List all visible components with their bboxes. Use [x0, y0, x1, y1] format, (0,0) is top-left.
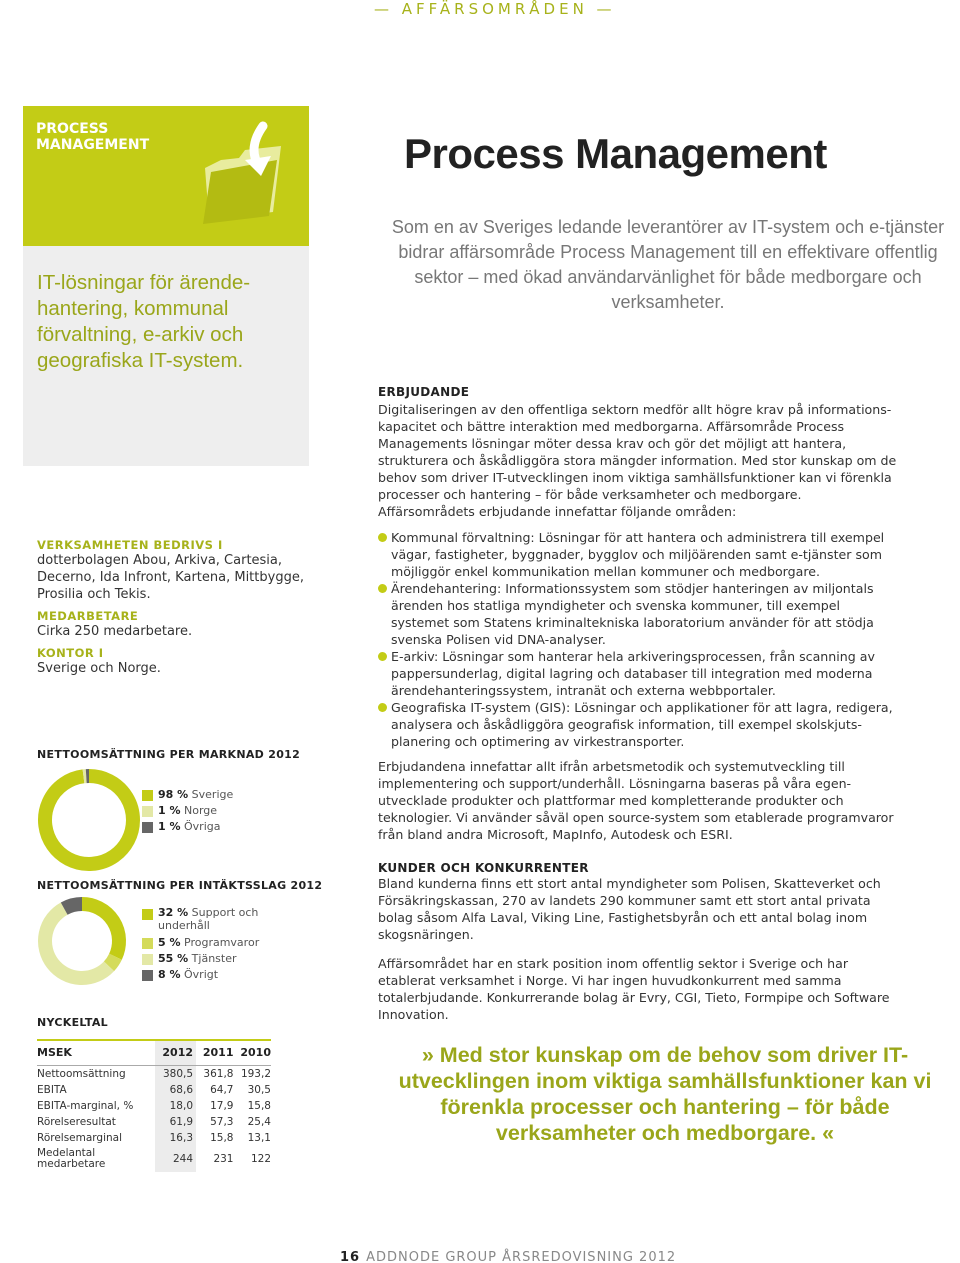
- table-cell: 17,9: [210, 1100, 234, 1112]
- donut-slice-3: [64, 904, 82, 909]
- bullet-icon: [378, 652, 387, 661]
- table-cell: 16,3: [155, 1130, 196, 1146]
- kunder-text-1: Bland kunderna finns ett stort antal myndigheter som Polisen, Skatteverket och Försäkringskassan, 270 av landets 290 kommuner samt ett stort antal privata bolag såsom Alfa Laval, Viking Line, Fastighetsbyrån och ett antal bolag inom skogsnäringen.: [378, 876, 881, 942]
- table-row: [37, 1146, 271, 1172]
- legend-value: 8: [158, 968, 166, 981]
- bullet-icon: [378, 703, 387, 712]
- kontor-heading: KONTOR I: [37, 646, 104, 660]
- legend-item: 1 % Norge: [142, 803, 233, 819]
- logo-tile: [23, 106, 309, 246]
- table-cell: 122: [250, 1153, 271, 1165]
- legend-label: Sverige: [191, 788, 234, 801]
- legend-swatch: [142, 970, 153, 981]
- list-item: [378, 580, 898, 648]
- side-panel: [23, 106, 309, 466]
- legend-label: Programvaror: [184, 936, 260, 949]
- legend-label: Övriga: [184, 820, 221, 833]
- table-cell: 361,8: [203, 1068, 234, 1080]
- key-figures-table: [37, 1039, 271, 1172]
- kunder-section: [378, 861, 898, 1023]
- legend-item: 5 % Programvaror: [142, 935, 272, 951]
- legend-value: 98: [158, 788, 174, 801]
- legend-value: 32: [158, 906, 174, 919]
- kontor-text: Sverige och Norge.: [37, 661, 161, 676]
- table-cell: 25,4: [247, 1116, 271, 1128]
- column-header: 2010: [233, 1040, 271, 1066]
- table-cell: 68,6: [155, 1082, 196, 1098]
- verks-heading: VERKSAMHETEN BEDRIVS I: [37, 538, 223, 552]
- donut-chart-market: [37, 768, 141, 872]
- table-row: [37, 1114, 271, 1130]
- chart-2-legend: [142, 906, 272, 983]
- table-cell: 15,8: [247, 1100, 271, 1112]
- donut-slice-2: [45, 909, 109, 978]
- legend-item: 55 % Tjänster: [142, 951, 272, 967]
- section-header: — AFFÄRSOMRÅDEN —: [374, 0, 616, 18]
- column-header: MSEK: [37, 1040, 155, 1066]
- table-row: [37, 1098, 271, 1114]
- pull-quote: » Med stor kunskap om de behov som driver IT-utvecklingen inom viktiga samhällsfunktioner kan vi förenkla processer och hantering – för både verksamheter och medborgare. «: [398, 1043, 932, 1145]
- offering-list: [378, 529, 898, 750]
- nyckeltal-heading: NYCKELTAL: [37, 1016, 108, 1029]
- page-title: Process Management: [404, 130, 827, 177]
- list-item: [378, 648, 898, 699]
- table-cell: 15,8: [210, 1132, 234, 1144]
- list-item-text: Geografiska IT-system (GIS): Lösningar och applikationer för att lagra, redigera, analysera och åskådliggöra geografisk information, till exempel skolskjuts-planering och optimering av virkestransporter.: [391, 700, 893, 749]
- legend-value: 5: [158, 936, 166, 949]
- legend-value: 1: [158, 820, 166, 833]
- legend-value: 1: [158, 804, 166, 817]
- list-item: [378, 699, 898, 750]
- legend-swatch: [142, 954, 153, 965]
- donut-slice-0: [45, 776, 133, 864]
- donut-slice-1: [109, 957, 116, 967]
- folder-icon: [193, 120, 303, 230]
- legend-swatch: [142, 790, 153, 801]
- legend-item: 98 % Sverige: [142, 787, 233, 803]
- chart-1-legend: [142, 787, 233, 835]
- bullet-icon: [378, 584, 387, 593]
- table-cell: 231: [213, 1153, 234, 1165]
- row-label: EBITA-marginal, %: [37, 1099, 134, 1112]
- chart-1-title: NETTOOMSÄTTNING PER MARKNAD 2012: [37, 748, 301, 761]
- legend-swatch: [142, 822, 153, 833]
- donut-chart-revenue-type: [37, 896, 127, 986]
- footer-text: ADDNODE GROUP ÅRSREDOVISNING 2012: [366, 1250, 677, 1263]
- table-cell: 57,3: [210, 1116, 234, 1128]
- legend-item: 1 % Övriga: [142, 819, 233, 835]
- legend-swatch: [142, 909, 153, 920]
- table-header-row: [37, 1040, 271, 1066]
- logo-title: PROCESS MANAGEMENT: [36, 121, 150, 153]
- kunder-heading: KUNDER OCH KONKURRENTER: [378, 861, 589, 875]
- list-item: [378, 529, 898, 580]
- table-cell: 244: [155, 1146, 196, 1172]
- list-item-text: Ärendehantering: Informationssystem som stödjer hanteringen av miljontals ärenden hos statliga myndigheter och svenska kommuner, till exempel systemet som Statens kriminaltekniska laboratorium använder för att stödja svenska Polisen vid DNA-analyser.: [391, 581, 874, 647]
- row-label: Nettoomsättning: [37, 1067, 126, 1080]
- table-cell: 193,2: [240, 1068, 271, 1080]
- row-label: Rörelseresultat: [37, 1115, 116, 1128]
- table-cell: 18,0: [155, 1098, 196, 1114]
- table-cell: 380,5: [155, 1066, 196, 1083]
- table-row: [37, 1130, 271, 1146]
- column-header: 2011: [196, 1040, 233, 1066]
- legend-value: 55: [158, 952, 174, 965]
- erbjudande-text: Digitaliseringen av den offentliga sektorn medför allt högre krav på informations-kapacitet och bättre interaktion med medborgarna. Affärsområde Process Managements lösningar möter dessa krav och gör det möjligt att hantera, strukturera och åskådliggöra stora mängder information. Med stor kunskap om de behov som driver IT-utvecklingen inom viktiga samhällsfunktioner kan vi förenkla processer och hantering – för både verksamheter och medborgare. Affärsområdets erbjudande innefattar följande områden:: [378, 402, 897, 519]
- erbjudande-text-2: Erbjudandena innefattar allt ifrån arbetsmetodik och systemutveckling till implementering och support/underhåll. Lösningarna baseras på våra egen-utvecklade produkter och plattformar med kompletterande produkter och teknologier. Vi använder såväl open source-system som etablerade programvaror från bland andra Microsoft, MapInfo, Autodesk och ESRI.: [378, 759, 894, 842]
- legend-label: Support och underhåll: [158, 906, 259, 932]
- legend-label: Övrigt: [184, 968, 219, 981]
- erbjudande-section: [378, 385, 898, 520]
- kunder-text-2: Affärsområdet har en stark position inom offentlig sektor i Sverige och har etablerat verksamhet i Norge. Vi har ingen huvudkonkurrent med samma totalerbjudande. Konkurrerande bolag är Evry, CGI, Tieto, Formpipe och Software Innovation.: [378, 956, 890, 1022]
- legend-item: 8 % Övrigt: [142, 967, 272, 983]
- medarbetare-text: Cirka 250 medarbetare.: [37, 624, 193, 639]
- facts-section: [37, 538, 307, 683]
- legend-swatch: [142, 938, 153, 949]
- list-item-text: E-arkiv: Lösningar som hanterar hela arkiveringsprocessen, från scanning av pappersunderlag, digital lagring och databaser till integration med moderna ärendehanteringssystem, intranät och externa webbportaler.: [391, 649, 875, 698]
- lead-paragraph: Som en av Sveriges ledande leverantörer av IT-system och e-tjänster bidrar affärsområde Process Management till en effektivare offentlig sektor – med ökad användarvänlighet för både medborgare och verksamheter.: [391, 217, 945, 312]
- legend-label: Tjänster: [191, 952, 237, 965]
- legend-swatch: [142, 806, 153, 817]
- medarbetare-heading: MEDARBETARE: [37, 609, 139, 623]
- table-row: [37, 1082, 271, 1098]
- table-cell: 61,9: [155, 1114, 196, 1130]
- bullet-icon: [378, 533, 387, 542]
- erbjudande-heading: ERBJUDANDE: [378, 385, 470, 399]
- table-cell: 30,5: [247, 1084, 271, 1096]
- table-cell: 13,1: [247, 1132, 271, 1144]
- legend-item: 32 % Support och underhåll: [142, 906, 272, 932]
- list-item-text: Kommunal förvaltning: Lösningar för att hantera och administrera till exempel vägar, fastigheter, byggnader, bygglov och miljöärenden samt e-tjänster som möjliggör enkel kommunikation mellan kommuner och medborgare.: [391, 530, 885, 579]
- legend-label: Norge: [184, 804, 218, 817]
- row-label: Medelantal medarbetare: [37, 1147, 106, 1170]
- chart-2-title: NETTOOMSÄTTNING PER INTÄKTSSLAG 2012: [37, 879, 323, 892]
- column-header: 2012: [155, 1040, 196, 1066]
- page-number: 16: [340, 1250, 361, 1263]
- table-cell: 64,7: [210, 1084, 234, 1096]
- donut-slice-0: [82, 904, 119, 957]
- verks-text: dotterbolagen Abou, Arkiva, Cartesia, Decerno, Ida Infront, Kartena, Mittbygge, Prosilia och Tekis.: [37, 553, 304, 602]
- row-label: Rörelsemarginal: [37, 1131, 123, 1144]
- table-row: [37, 1066, 271, 1083]
- tagline: IT-lösningar för ärende- hantering, kommunal förvaltning, e-arkiv och geografiska IT-system.: [37, 271, 251, 372]
- row-label: EBITA: [37, 1083, 67, 1096]
- footer: [340, 1250, 676, 1263]
